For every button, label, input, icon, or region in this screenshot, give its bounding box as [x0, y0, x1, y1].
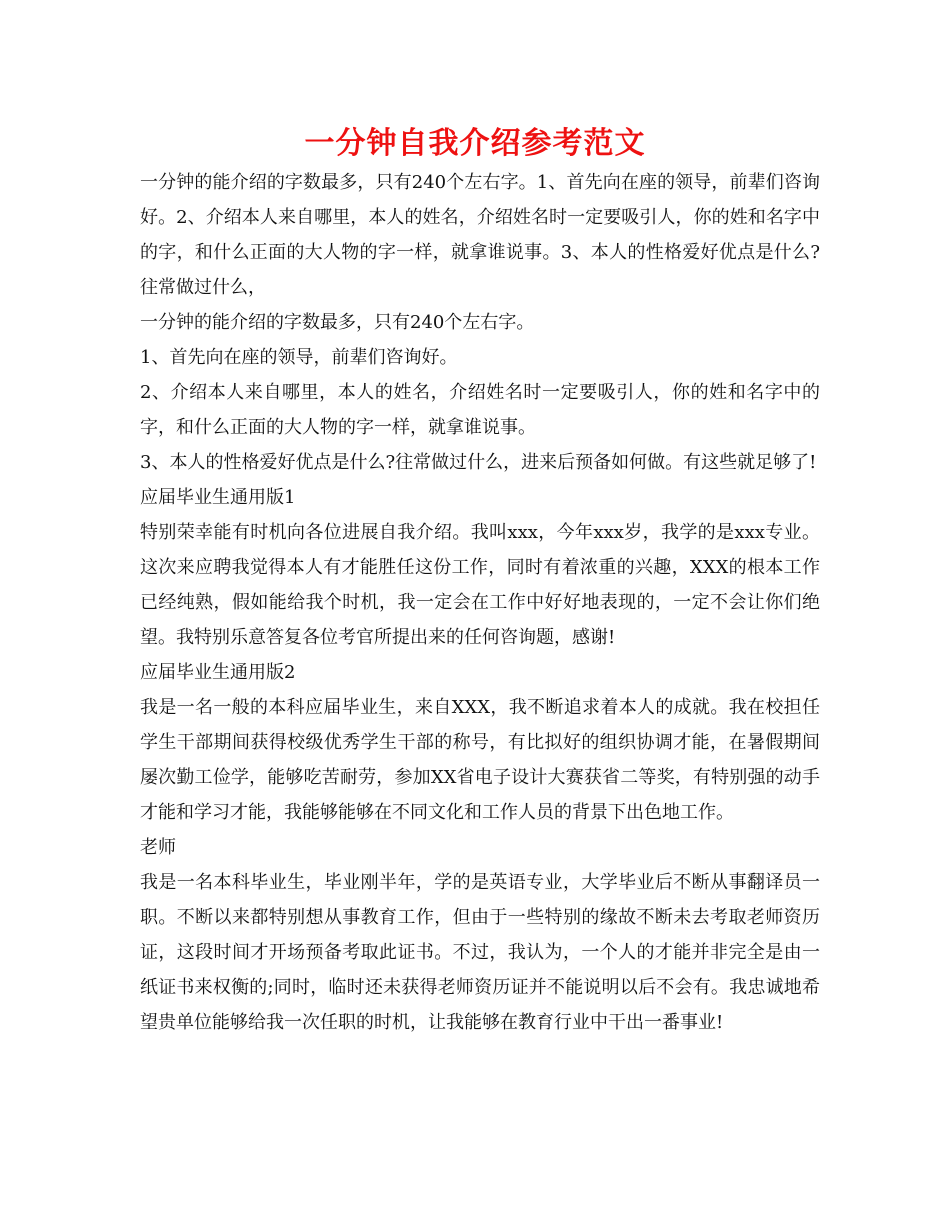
paragraph-graduate-1: 特别荣幸能有时机向各位进展自我介绍。我叫xxx，今年xxx岁，我学的是xxx专业。这次来应聘我觉得本人有才能胜任这份工作，同时有着浓重的兴趣，XXX的根本工作已经纯熟，假如能给我个时机，我一定会在工作中好好地表现的，一定不会让你们绝望。我特别乐意答复各位考官所提出来的任何咨询题，感谢! — [140, 522, 820, 648]
paragraph-step-1: 1、首先向在座的领导，前辈们咨询好。 — [140, 347, 458, 368]
section-heading-teacher: 老师 — [140, 837, 176, 858]
paragraph-step-2: 2、介绍本人来自哪里，本人的姓名，介绍姓名时一定要吸引人，你的姓和名字中的字，和什么正面的大人物的字一样，就拿谁说事。 — [140, 382, 820, 438]
section-heading-graduate-2: 应届毕业生通用版2 — [140, 662, 296, 683]
paragraph-teacher: 我是一名本科毕业生，毕业刚半年，学的是英语专业，大学毕业后不断从事翻译员一职。不断以来都特别想从事教育工作，但由于一些特别的缘故不断未去考取老师资历证，这段时间才开场预备考取此证书。不过，我认为，一个人的才能并非完全是由一纸证书来权衡的;同时，临时还未获得老师资历证并不能说明以后不会有。我忠诚地希望贵单位能够给我一次任职的时机，让我能够在教育行业中干出一番事业! — [140, 872, 820, 1033]
document-title: 一分钟自我介绍参考范文 — [304, 126, 646, 161]
paragraph-summary: 一分钟的能介绍的字数最多，只有240个左右字。1、首先向在座的领导，前辈们咨询好。2、介绍本人来自哪里，本人的姓名，介绍姓名时一定要吸引人，你的姓和名字中的字，和什么正面的大人物的字一样，就拿谁说事。3、本人的性格爱好优点是什么?往常做过什么， — [140, 172, 820, 298]
document-body — [140, 165, 820, 1040]
paragraph-step-3: 3、本人的性格爱好优点是什么?往常做过什么，进来后预备如何做。有这些就足够了! — [140, 452, 817, 473]
section-heading-graduate-1: 应届毕业生通用版1 — [140, 487, 296, 508]
paragraph-graduate-2: 我是一名一般的本科应届毕业生，来自XXX，我不断追求着本人的成就。我在校担任学生干部期间获得校级优秀学生干部的称号，有比拟好的组织协调才能，在暑假期间屡次勤工俭学，能够吃苦耐劳，参加XX省电子设计大赛获省二等奖，有特别强的动手才能和学习才能，我能够能够在不同文化和工作人员的背景下出色地工作。 — [140, 697, 820, 823]
paragraph-word-limit: 一分钟的能介绍的字数最多，只有240个左右字。 — [140, 312, 535, 333]
